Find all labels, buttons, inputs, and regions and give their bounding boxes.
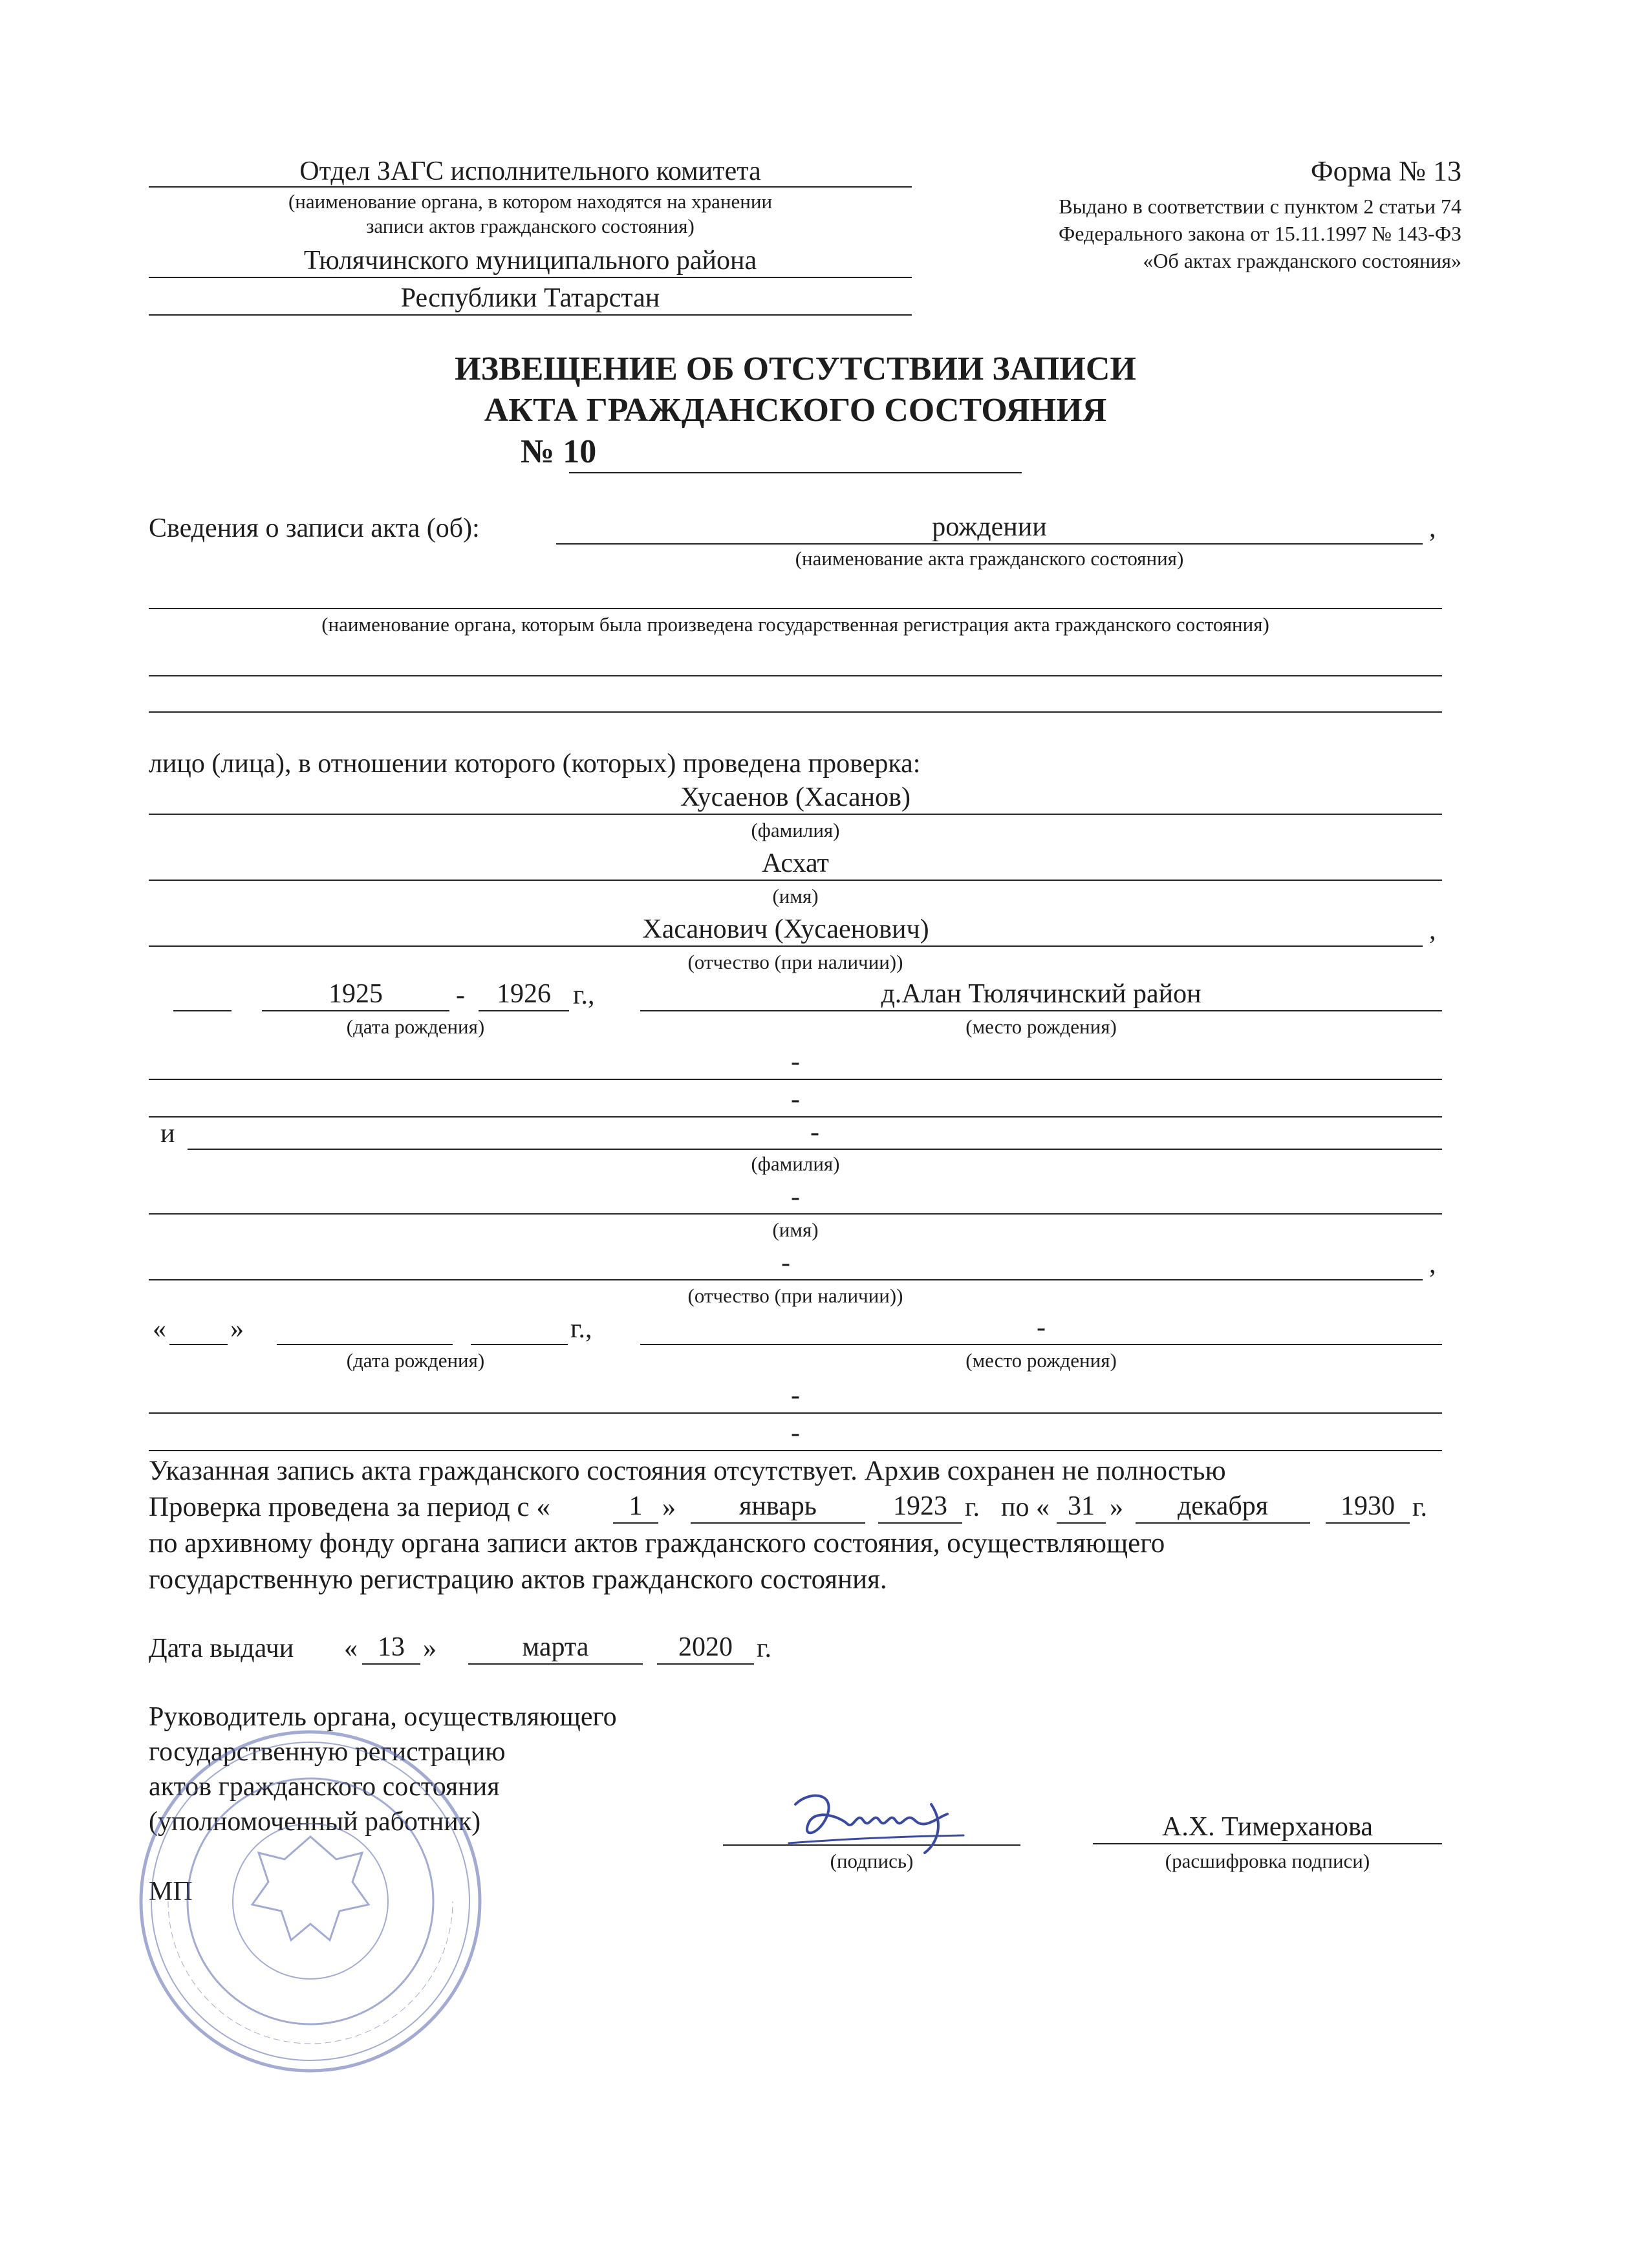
result-statement: Указанная запись акта гражданского состояния отсутствует. Архив сохранен не полностью [149, 1456, 1226, 1486]
patronymic-caption: (отчество (при наличии)) [687, 1284, 903, 1307]
document-title-line-2: АКТА ГРАЖДАНСКОГО СОСТОЯНИЯ [484, 392, 1107, 429]
person1-birth-year-to: 1926 [479, 978, 569, 1011]
record-type-caption: (наименование акта гражданского состояния) [795, 547, 1184, 570]
handwritten-signature [776, 1778, 983, 1863]
underline [169, 1344, 228, 1345]
person1-patronymic: Хасанович (Хусаенович) [149, 913, 1423, 947]
signer-role-line-3: актов гражданского состояния [149, 1772, 500, 1802]
birthplace-caption: (место рождения) [965, 1015, 1117, 1038]
record-label: Сведения о записи акта (об): [149, 513, 480, 543]
name-caption: (имя) [772, 885, 819, 907]
underline [149, 675, 1442, 676]
form-number: Форма № 13 [1310, 155, 1461, 187]
period-to-month: декабря [1136, 1490, 1310, 1524]
document-number: № 10 [521, 433, 597, 470]
year-suffix: г. [757, 1634, 771, 1663]
close-quote: » [423, 1634, 436, 1663]
person2-surname: - [188, 1116, 1442, 1150]
open-quote: « [344, 1634, 358, 1663]
legal-line-1: Выдано в соответствии с пунктом 2 статьи 74 [1059, 195, 1461, 218]
issue-date-label: Дата выдачи [149, 1634, 294, 1663]
year-suffix: г. [965, 1493, 980, 1522]
persons-intro: лицо (лица), в отношении которого (которых) проведена проверка: [149, 749, 921, 779]
period-from-month: январь [691, 1490, 865, 1524]
name-caption: (имя) [772, 1218, 819, 1241]
and-conjunction: и [160, 1119, 175, 1149]
underline [149, 711, 1442, 713]
year-range-dash: - [456, 980, 465, 1010]
legal-line-3: «Об актах гражданского состояния» [1143, 249, 1461, 272]
signer-name: А.Х. Тимерханова [1093, 1811, 1442, 1844]
person1-extra-line-1: - [149, 1045, 1442, 1080]
org-caption-1: (наименование органа, в котором находятся на хранении [288, 190, 773, 213]
person2-extra-line-2: - [149, 1416, 1442, 1451]
person1-birthplace: д.Алан Тюлячинский район [640, 978, 1442, 1011]
signer-role-line-1: Руководитель органа, осуществляющего [149, 1702, 617, 1732]
close-quote: » [230, 1314, 244, 1344]
org-caption-2: записи актов гражданского состояния) [366, 215, 695, 237]
period-label: Проверка проведена за период с « [149, 1492, 550, 1522]
period-to-year: 1930 [1326, 1490, 1410, 1524]
underline [277, 1344, 453, 1345]
person1-birth-year-from: 1925 [262, 978, 449, 1011]
underline [149, 186, 912, 188]
period-to-label: по « [1001, 1493, 1050, 1522]
signer-name-caption: (расшифровка подписи) [1165, 1850, 1370, 1872]
person2-patronymic: - [149, 1247, 1423, 1280]
issue-year: 2020 [657, 1631, 754, 1665]
underline [569, 472, 1022, 473]
legal-line-2: Федерального закона от 15.11.1997 № 143-ФЗ [1058, 222, 1461, 245]
official-stamp [129, 1720, 491, 2082]
period-from-year: 1923 [878, 1490, 962, 1524]
person2-name: - [149, 1181, 1442, 1215]
org-line-3: Республики Татарстан [400, 283, 660, 313]
year-suffix: г., [570, 1314, 592, 1344]
underline [149, 608, 1442, 609]
underline [471, 1344, 568, 1345]
birthplace-caption: (место рождения) [965, 1349, 1117, 1372]
underline [173, 1010, 232, 1011]
person1-extra-line-2: - [149, 1083, 1442, 1118]
birth-date-caption: (дата рождения) [346, 1015, 485, 1038]
signer-role-line-4: (уполномоченный работник) [149, 1807, 481, 1837]
signer-role-line-2: государственную регистрацию [149, 1737, 506, 1767]
document-title-line-1: ИЗВЕЩЕНИЕ ОБ ОТСУТСТВИИ ЗАПИСИ [455, 351, 1136, 387]
period-to-day: 31 [1057, 1490, 1106, 1524]
open-quote: « [153, 1314, 166, 1344]
signature-caption: (подпись) [830, 1850, 914, 1872]
result-line-4: государственную регистрацию актов гражданского состояния. [149, 1564, 887, 1595]
result-line-3: по архивному фонду органа записи актов гражданского состояния, осуществляющего [149, 1528, 1165, 1559]
org-line-1: Отдел ЗАГС исполнительного комитета [299, 157, 761, 186]
organ-caption: (наименование органа, которым была произведена государственная регистрация акта гражданского состояния) [321, 613, 1269, 636]
person1-surname: Хусаенов (Хасанов) [149, 781, 1442, 815]
issue-month: марта [468, 1631, 643, 1665]
underline [149, 314, 912, 316]
person2-extra-line-1: - [149, 1379, 1442, 1414]
issue-day: 13 [362, 1631, 420, 1665]
org-line-2: Тюлячинского муниципального района [303, 246, 757, 275]
stamp-place-label: МП [149, 1877, 193, 1906]
surname-caption: (фамилия) [751, 819, 840, 841]
period-from-day: 1 [613, 1490, 658, 1524]
year-suffix: г. [1412, 1493, 1427, 1522]
year-suffix: г., [573, 980, 595, 1010]
close-quote: » [662, 1493, 676, 1522]
underline [149, 277, 912, 278]
surname-caption: (фамилия) [751, 1152, 840, 1175]
close-quote: » [1110, 1493, 1123, 1522]
patronymic-caption: (отчество (при наличии)) [687, 951, 903, 973]
person1-name: Асхат [149, 847, 1442, 881]
person2-birthplace: - [640, 1312, 1442, 1345]
record-type-value: рождении [556, 511, 1423, 545]
birth-date-caption: (дата рождения) [346, 1349, 485, 1372]
